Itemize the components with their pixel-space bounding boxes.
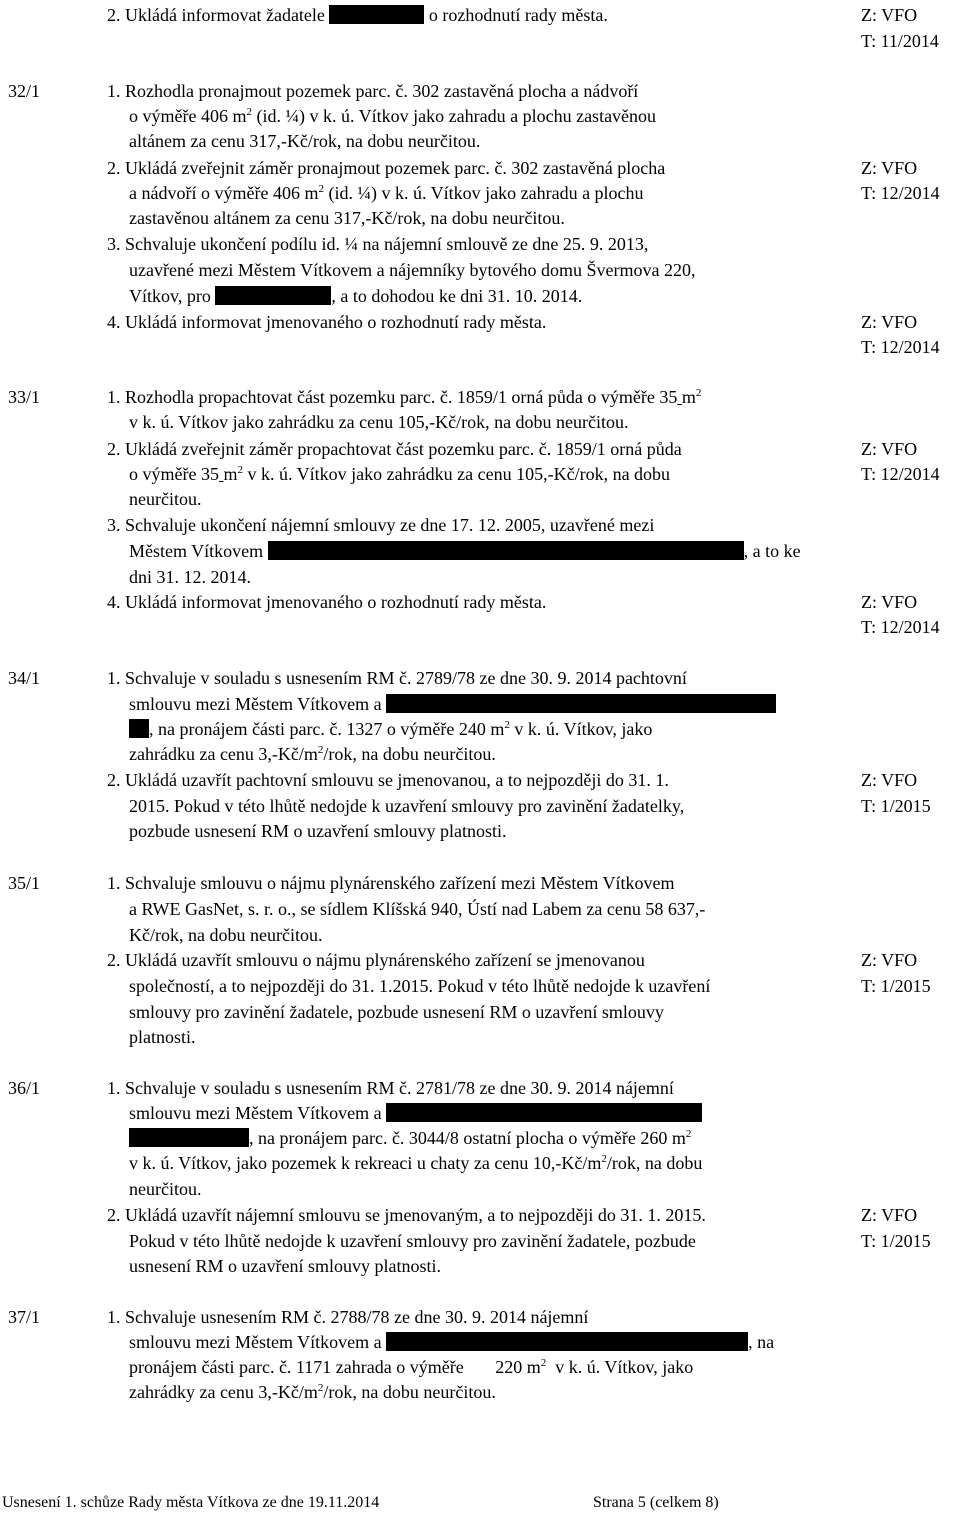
deadline-label: T: 1/2015	[861, 1231, 931, 1251]
text-line: zahrádky za cenu $3,-Kč/m^2$/rok, na dobu neurčitou.	[129, 1382, 496, 1402]
page-number: Strana 5 (celkem 8)	[593, 1494, 719, 1511]
text-line: 1. Schvaluje smlouvu o nájmu plynárenského zařízení mezi Městem Vítkovem	[107, 873, 675, 893]
text-line: pozbude usnesení RM o uzavření smlouvy platnosti.	[129, 821, 507, 841]
text-line: 2. Ukládá zveřejnit záměr propachtovat část pozemku parc. č. 1859/1 orná půda	[107, 439, 682, 459]
responsible-label: Z: VFO	[861, 950, 918, 970]
responsible-label: Z: VFO	[861, 1205, 918, 1225]
resolution-number: 32/1	[8, 81, 41, 101]
text-line: usnesení RM o uzavření smlouvy platnosti.	[129, 1256, 441, 1276]
redaction-block	[386, 694, 776, 713]
responsible-label: Z: VFO	[861, 439, 918, 459]
resolution-number: 33/1	[8, 387, 41, 407]
text-line: 4. Ukládá informovat jmenovaného o rozhodnutí rady města.	[107, 592, 547, 612]
redaction-block	[329, 5, 424, 24]
text-line: 2. Ukládá uzavřít smlouvu o nájmu plynárenského zařízení se jmenovanou	[107, 950, 645, 970]
text-line: 1. Schvaluje v souladu s usnesením RM č. 2789/78 ze dne 30. 9. 2014 pachtovní	[107, 668, 687, 688]
redaction-block	[215, 286, 331, 305]
resolution-number: 35/1	[8, 873, 41, 893]
text-line: 3. Schvaluje ukončení podílu id. ¼ na nájemní smlouvě ze dne 25. 9. 2013,	[107, 234, 649, 254]
deadline-label: T: 11/2014	[861, 31, 939, 51]
deadline-label: T: 12/2014	[861, 337, 940, 357]
text-line: neurčitou.	[129, 1179, 202, 1199]
deadline-label: T: 12/2014	[861, 617, 940, 637]
text-line: 1. Rozhodla pronajmout pozemek parc. č. 302 zastavěná plocha a nádvoří	[107, 81, 639, 101]
redaction-block	[268, 541, 744, 560]
text-line: a RWE GasNet, s. r. o., se sídlem Klíšská 940, Ústí nad Labem za cenu 58 637,-	[129, 899, 706, 919]
resolution-number: 36/1	[8, 1078, 41, 1098]
text-line: 2015. Pokud v této lhůtě nedojde k uzavření smlouvy pro zavinění žadatelky,	[129, 796, 685, 816]
text-line: v k. ú. Vítkov jako zahrádku za cenu 105,-Kč/rok, na dobu neurčitou.	[129, 412, 629, 432]
responsible-label: Z: VFO	[861, 770, 918, 790]
text-line: o výměře 35 $m^2$ v k. ú. Vítkov jako zahrádku za cenu 105,-Kč/rok, na dobu	[129, 464, 671, 484]
text-line: platnosti.	[129, 1027, 196, 1047]
text-line: a nádvoří o výměře 406 $m^2$ (id. ¼) v k. ú. Vítkov jako zahradu a plochu	[129, 183, 644, 203]
text-line: , na pronájem parc. č. 3044/8 ostatní plocha o výměře 260 $m^2$	[129, 1127, 691, 1149]
text-line: 2. Ukládá uzavřít pachtovní smlouvu se jmenovanou, a to nejpozději do 31. 1.	[107, 770, 669, 790]
footer-title: Usnesení 1. schůze Rady města Vítkova ze dne 19.11.2014	[2, 1494, 380, 1511]
text-line: 2. Ukládá informovat žadatele o rozhodnutí rady města.	[107, 5, 608, 25]
responsible-label: Z: VFO	[861, 5, 918, 25]
text-line: , na pronájem části parc. č. 1327 o výměře 240 $m^2$ v k. ú. Vítkov, jako	[129, 718, 652, 740]
text-line: neurčitou.	[129, 489, 202, 509]
redaction-block	[129, 719, 149, 738]
redaction-block	[386, 1332, 748, 1351]
text-line: smlouvu mezi Městem Vítkovem a	[129, 693, 776, 715]
text-line: 2. Ukládá zveřejnit záměr pronajmout pozemek parc. č. 302 zastavěná plocha	[107, 158, 666, 178]
responsible-label: Z: VFO	[861, 312, 918, 332]
responsible-label: Z: VFO	[861, 592, 918, 612]
text-line: 1. Schvaluje v souladu s usnesením RM č. 2781/78 ze dne 30. 9. 2014 nájemní	[107, 1078, 674, 1098]
responsible-label: Z: VFO	[861, 158, 918, 178]
deadline-label: T: 1/2015	[861, 796, 931, 816]
resolution-number: 37/1	[8, 1307, 41, 1327]
text-line: 1. Rozhodla propachtovat část pozemku parc. č. 1859/1 orná půda o výměře 35 $m^2$	[107, 387, 702, 407]
text-line: 3. Schvaluje ukončení nájemní smlouvy ze dne 17. 12. 2005, uzavřené mezi	[107, 515, 655, 535]
text-line: Kč/rok, na dobu neurčitou.	[129, 925, 323, 945]
text-line: Městem Vítkovem , a to ke	[129, 541, 801, 561]
redaction-block	[386, 1103, 702, 1122]
text-line: smlouvy pro zavinění žadatele, pozbude usnesení RM o uzavření smlouvy	[129, 1002, 664, 1022]
text-line: zahrádku za cenu $3,-Kč/m^2$/rok, na dobu neurčitou.	[129, 744, 496, 764]
redaction-block	[129, 1128, 249, 1147]
deadline-label: T: 12/2014	[861, 183, 940, 203]
text-line: Pokud v této lhůtě nedojde k uzavření smlouvy pro zavinění žadatele, pozbude	[129, 1231, 696, 1251]
text-line: uzavřené mezi Městem Vítkovem a nájemníky bytového domu Švermova 220,	[129, 260, 696, 280]
deadline-label: T: 1/2015	[861, 976, 931, 996]
text-line: o výměře 406 $m^2$ (id. ¼) v k. ú. Vítkov jako zahradu a plochu zastavěnou	[129, 106, 657, 126]
text-line: 2. Ukládá uzavřít nájemní smlouvu se jmenovaným, a to nejpozději do 31. 1. 2015.	[107, 1205, 706, 1225]
text-line: 4. Ukládá informovat jmenovaného o rozhodnutí rady města.	[107, 312, 547, 332]
deadline-label: T: 12/2014	[861, 464, 940, 484]
text-line: smlouvu mezi Městem Vítkovem a	[129, 1102, 702, 1124]
text-line: pronájem části parc. č. 1171 zahrada o výměře 220 $m^2$ v k. ú. Vítkov, jako	[129, 1357, 694, 1377]
text-line: 1. Schvaluje usnesením RM č. 2788/78 ze dne 30. 9. 2014 nájemní	[107, 1307, 589, 1327]
text-line: v k. ú. Vítkov, jako pozemek k rekreaci u chaty za cenu $10,-Kč/m^2$/rok, na dobu	[129, 1153, 703, 1173]
text-line: zastavěnou altánem za cenu 317,-Kč/rok, na dobu neurčitou.	[129, 208, 565, 228]
text-line: smlouvu mezi Městem Vítkovem a , na	[129, 1332, 775, 1352]
text-line: altánem za cenu 317,-Kč/rok, na dobu neurčitou.	[129, 131, 481, 151]
text-line: společností, a to nejpozději do 31. 1.2015. Pokud v této lhůtě nedojde k uzavření	[129, 976, 711, 996]
text-line: dni 31. 12. 2014.	[129, 567, 252, 587]
resolution-number: 34/1	[8, 668, 41, 688]
text-line: Vítkov, pro , a to dohodou ke dni 31. 10. 2014.	[129, 286, 583, 306]
